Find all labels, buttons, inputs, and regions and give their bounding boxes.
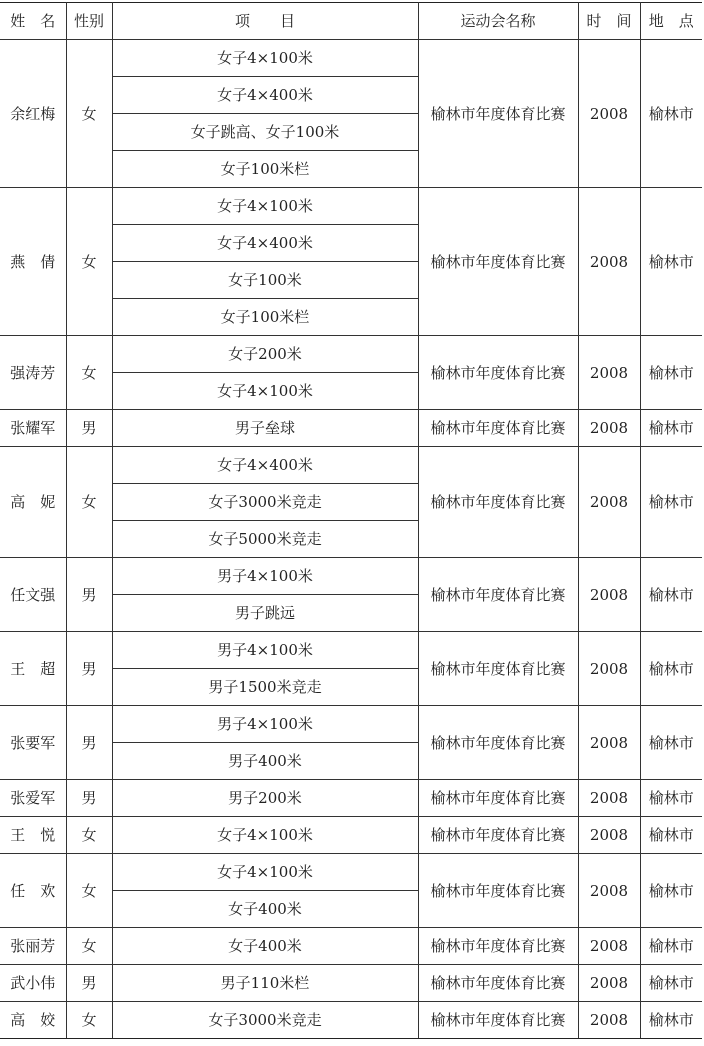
meet-year: 2008 [578,706,640,780]
meet-place: 榆林市 [640,188,702,336]
header-name: 姓 名 [0,3,66,40]
event-cell: 男子4×100米 [112,706,418,743]
meet-name: 榆林市年度体育比赛 [418,706,578,780]
athlete-sex: 男 [66,965,112,1002]
meet-name: 榆林市年度体育比赛 [418,447,578,558]
meet-year: 2008 [578,447,640,558]
meet-year: 2008 [578,1002,640,1039]
athlete-name: 强涛芳 [0,336,66,410]
header-event: 项 目 [112,3,418,40]
event-cell: 女子4×100米 [112,373,418,410]
meet-place: 榆林市 [640,928,702,965]
athlete-sex: 男 [66,706,112,780]
athlete-name: 燕 倩 [0,188,66,336]
athlete-sex: 女 [66,40,112,188]
event-cell: 女子4×100米 [112,854,418,891]
meet-year: 2008 [578,632,640,706]
meet-place: 榆林市 [640,706,702,780]
event-cell: 女子100米栏 [112,299,418,336]
meet-name: 榆林市年度体育比赛 [418,558,578,632]
meet-name: 榆林市年度体育比赛 [418,854,578,928]
event-cell: 女子3000米竞走 [112,1002,418,1039]
athlete-sex: 女 [66,817,112,854]
event-cell: 男子1500米竞走 [112,669,418,706]
athlete-name: 余红梅 [0,40,66,188]
athlete-sex: 女 [66,928,112,965]
records-body [0,40,702,1039]
event-cell: 男子400米 [112,743,418,780]
meet-year: 2008 [578,965,640,1002]
event-cell: 男子垒球 [112,410,418,447]
meet-place: 榆林市 [640,965,702,1002]
athlete-name: 张爱军 [0,780,66,817]
event-cell: 女子100米 [112,262,418,299]
meet-place: 榆林市 [640,1002,702,1039]
athlete-sex: 女 [66,336,112,410]
table-row [0,410,702,447]
header-sex: 性别 [66,3,112,40]
meet-name: 榆林市年度体育比赛 [418,780,578,817]
meet-name: 榆林市年度体育比赛 [418,188,578,336]
athlete-sex: 女 [66,188,112,336]
table-row [0,928,702,965]
meet-year: 2008 [578,780,640,817]
event-cell: 女子100米栏 [112,151,418,188]
meet-year: 2008 [578,188,640,336]
meet-year: 2008 [578,854,640,928]
athlete-sex: 男 [66,410,112,447]
header-year: 时 间 [578,3,640,40]
meet-year: 2008 [578,40,640,188]
meet-place: 榆林市 [640,854,702,928]
meet-name: 榆林市年度体育比赛 [418,336,578,410]
meet-name: 榆林市年度体育比赛 [418,965,578,1002]
meet-year: 2008 [578,410,640,447]
event-cell: 女子4×100米 [112,188,418,225]
header-row [0,3,702,40]
athlete-name: 张要军 [0,706,66,780]
header-meet: 运动会名称 [418,3,578,40]
event-cell: 男子110米栏 [112,965,418,1002]
meet-year: 2008 [578,928,640,965]
table-row [0,780,702,817]
table-row [0,706,702,743]
table-row [0,817,702,854]
event-cell: 女子跳高、女子100米 [112,114,418,151]
event-cell: 女子4×100米 [112,40,418,77]
athlete-name: 武小伟 [0,965,66,1002]
meet-year: 2008 [578,817,640,854]
athlete-name: 张耀军 [0,410,66,447]
athlete-name: 张丽芳 [0,928,66,965]
event-cell: 女子400米 [112,891,418,928]
table-row [0,632,702,669]
event-cell: 女子200米 [112,336,418,373]
meet-name: 榆林市年度体育比赛 [418,632,578,706]
meet-place: 榆林市 [640,632,702,706]
athlete-name: 王 悦 [0,817,66,854]
event-cell: 男子4×100米 [112,558,418,595]
event-cell: 女子4×100米 [112,817,418,854]
event-cell: 男子跳远 [112,595,418,632]
athlete-sex: 女 [66,1002,112,1039]
athlete-sex: 女 [66,854,112,928]
event-cell: 女子4×400米 [112,225,418,262]
table-row [0,40,702,77]
table-row [0,1002,702,1039]
meet-name: 榆林市年度体育比赛 [418,928,578,965]
event-cell: 男子200米 [112,780,418,817]
event-cell: 女子400米 [112,928,418,965]
meet-place: 榆林市 [640,40,702,188]
event-cell: 女子4×400米 [112,447,418,484]
meet-name: 榆林市年度体育比赛 [418,1002,578,1039]
table-row [0,188,702,225]
athlete-name: 任 欢 [0,854,66,928]
event-cell: 女子4×400米 [112,77,418,114]
meet-year: 2008 [578,336,640,410]
meet-place: 榆林市 [640,410,702,447]
meet-place: 榆林市 [640,336,702,410]
athlete-sex: 男 [66,632,112,706]
meet-name: 榆林市年度体育比赛 [418,410,578,447]
meet-year: 2008 [578,558,640,632]
athlete-name: 高 姣 [0,1002,66,1039]
event-cell: 男子4×100米 [112,632,418,669]
meet-name: 榆林市年度体育比赛 [418,40,578,188]
meet-place: 榆林市 [640,817,702,854]
table-row [0,447,702,484]
athlete-name: 高 妮 [0,447,66,558]
table-row [0,336,702,373]
event-cell: 女子5000米竞走 [112,521,418,558]
meet-place: 榆林市 [640,780,702,817]
table-row [0,965,702,1002]
athlete-sex: 女 [66,447,112,558]
table-row [0,854,702,891]
table-row [0,558,702,595]
athlete-sex: 男 [66,780,112,817]
meet-place: 榆林市 [640,558,702,632]
athlete-name: 王 超 [0,632,66,706]
meet-place: 榆林市 [640,447,702,558]
athlete-records-table [0,2,702,1039]
athlete-sex: 男 [66,558,112,632]
meet-name: 榆林市年度体育比赛 [418,817,578,854]
athlete-name: 任文强 [0,558,66,632]
event-cell: 女子3000米竞走 [112,484,418,521]
header-place: 地 点 [640,3,702,40]
